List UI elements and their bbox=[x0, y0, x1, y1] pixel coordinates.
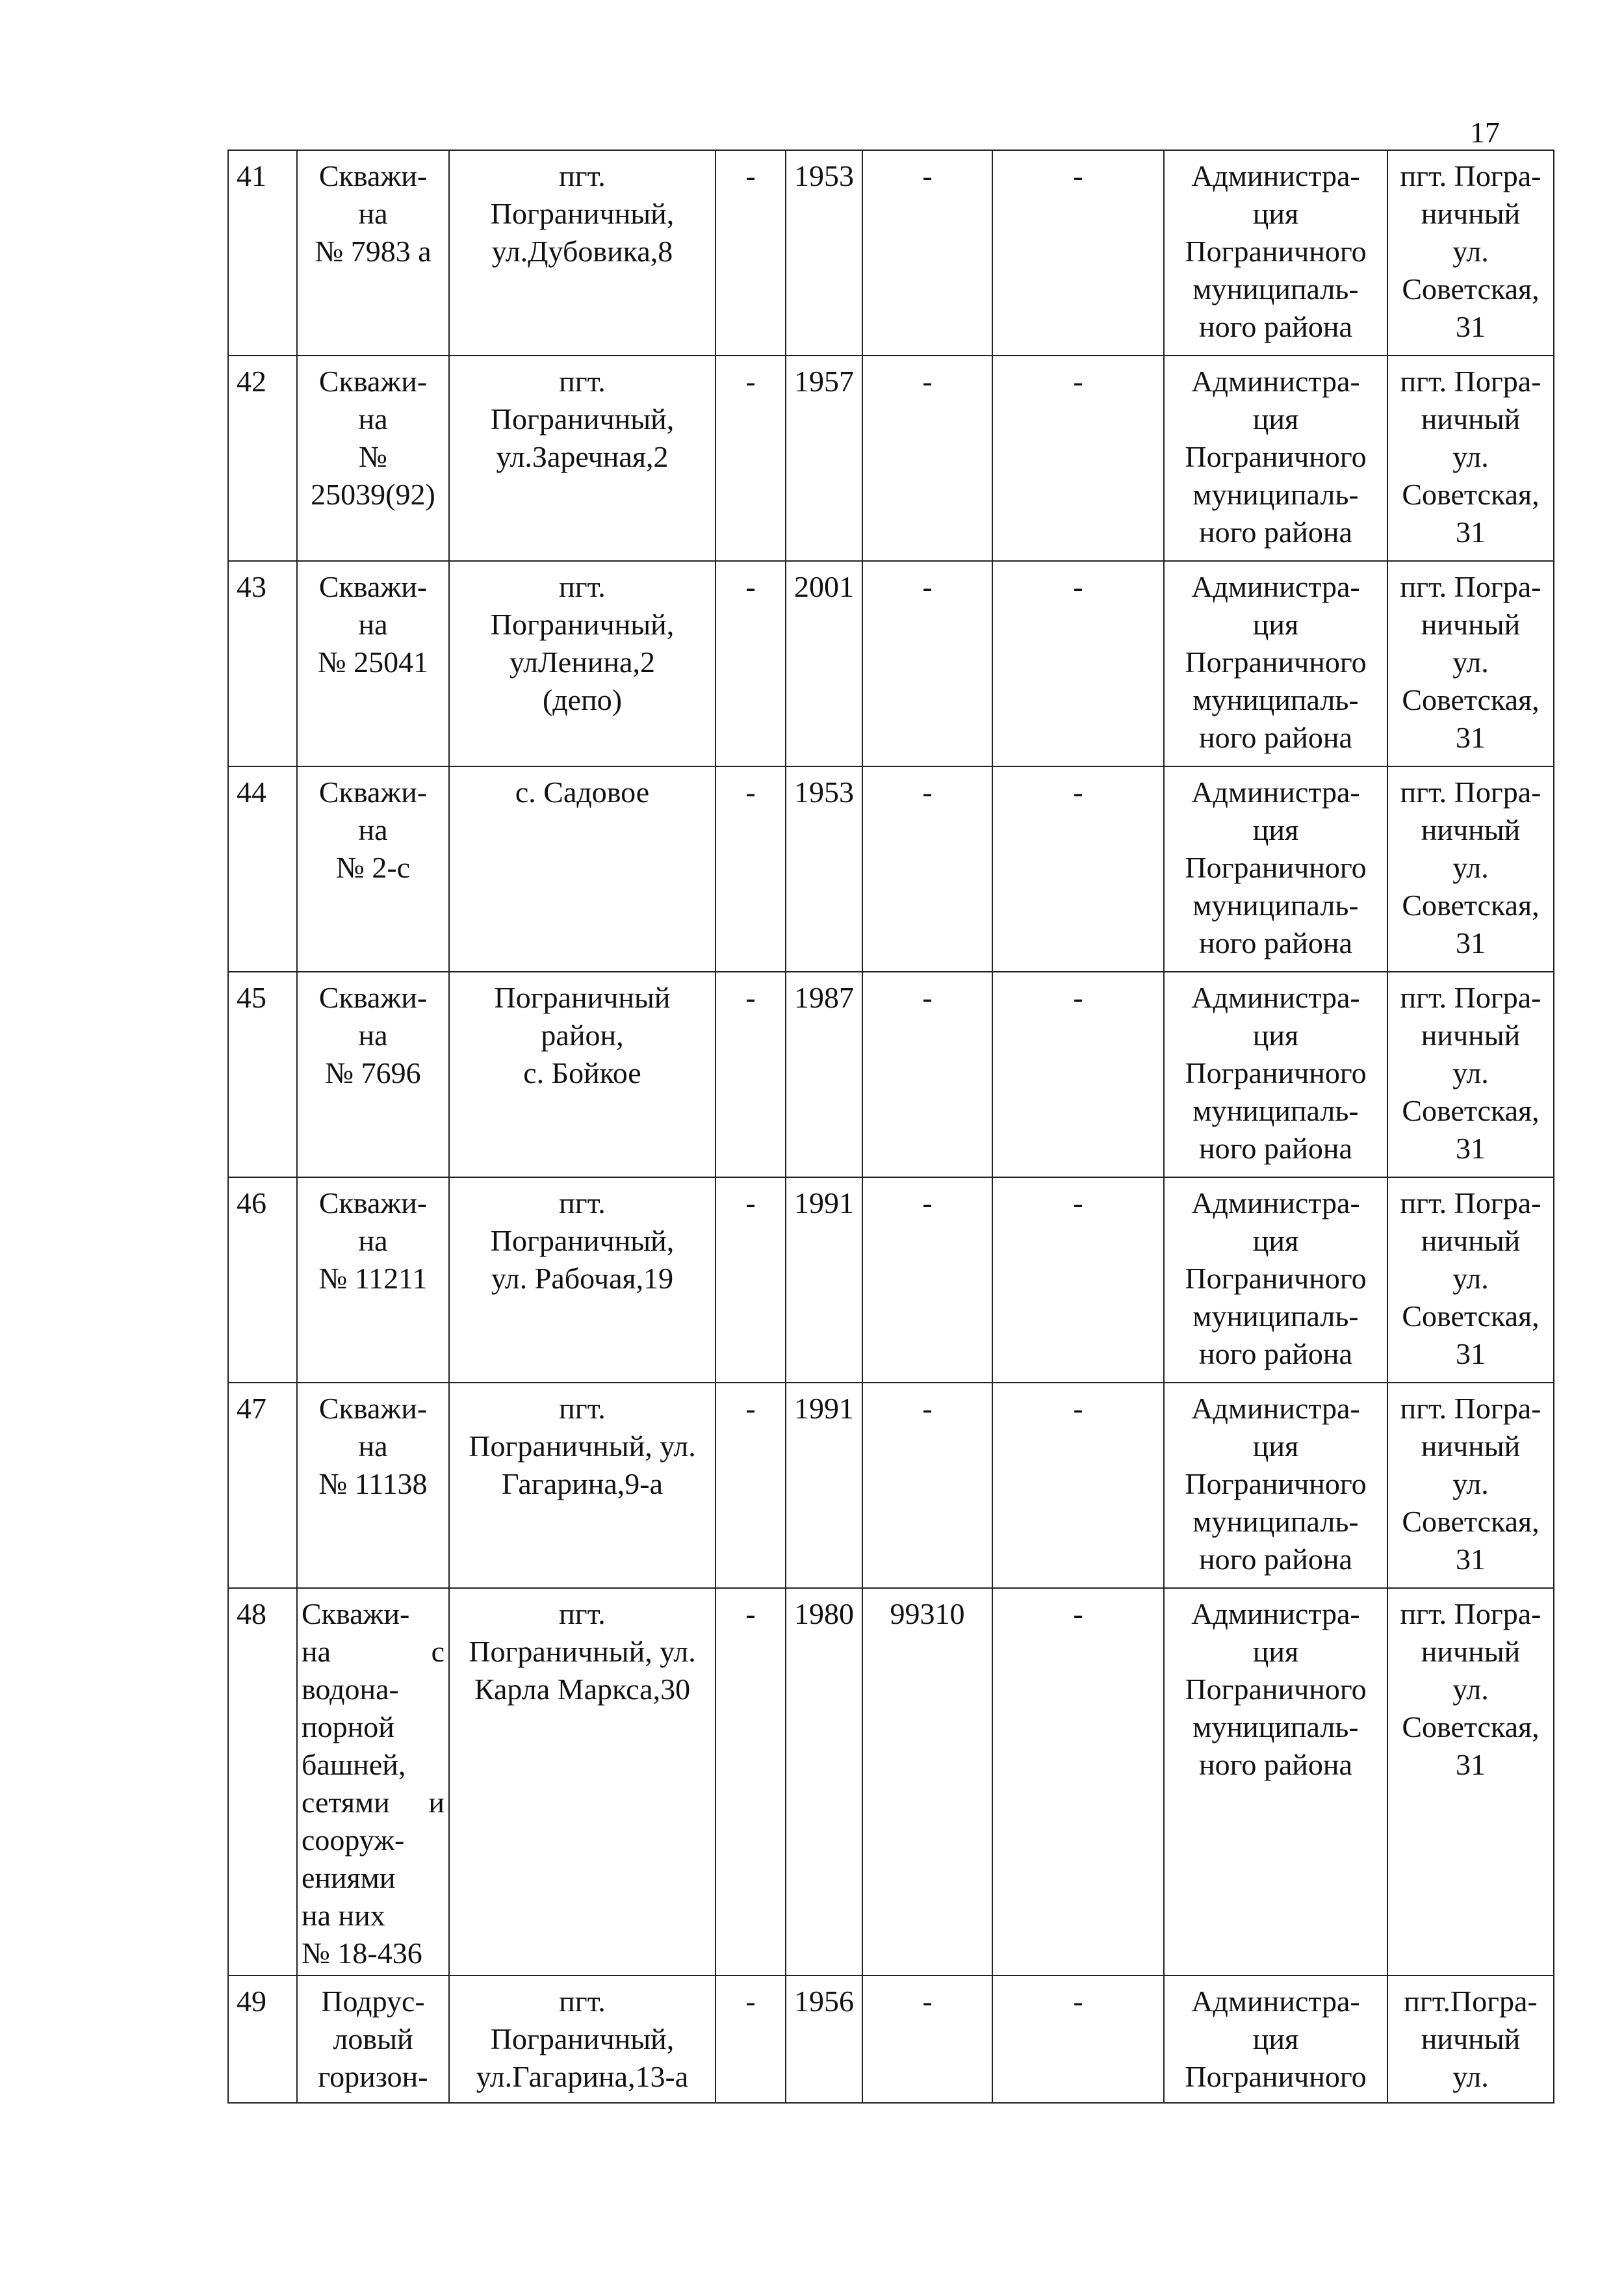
owner-cell-line: ция bbox=[1252, 1429, 1299, 1463]
object-name-cell-line: ениями bbox=[302, 1861, 396, 1894]
owner-cell-line: Пограничного bbox=[1185, 2060, 1367, 2093]
owner-cell-line: ция bbox=[1252, 402, 1299, 436]
object-name-cell bbox=[297, 561, 449, 766]
object-name-cell bbox=[297, 1383, 449, 1588]
object-name-cell bbox=[297, 766, 449, 972]
owner-cell bbox=[1164, 972, 1387, 1177]
col6-cell: 99310 bbox=[862, 1588, 992, 1975]
col7-cell: - bbox=[992, 561, 1164, 766]
owner-cell-line: Администра- bbox=[1191, 1392, 1360, 1425]
col6-cell: - bbox=[862, 150, 992, 356]
year-cell: 1956 bbox=[786, 1975, 862, 2103]
address-cell-line: с. Бойкое bbox=[523, 1056, 641, 1089]
owner-address-cell-line: ул. bbox=[1452, 851, 1489, 884]
owner-address-cell-line: 31 bbox=[1456, 1543, 1486, 1576]
owner-address-cell-line: пгт. Погра- bbox=[1400, 776, 1541, 809]
owner-address-cell-line: ничный bbox=[1421, 1224, 1521, 1257]
address-cell bbox=[449, 1588, 715, 1975]
year-cell: 2001 bbox=[786, 561, 862, 766]
object-name-cell-line: на bbox=[358, 813, 388, 846]
address-cell-line: Пограничный, bbox=[490, 608, 675, 641]
object-name-cell-line: на bbox=[358, 1224, 388, 1257]
address-cell-line: улЛенина,2 bbox=[509, 645, 655, 679]
year-cell: 1957 bbox=[786, 356, 862, 561]
owner-address-cell-line: 31 bbox=[1456, 515, 1486, 549]
owner-cell-line: ция bbox=[1252, 1224, 1299, 1257]
col7-cell: - bbox=[992, 766, 1164, 972]
row-number-cell: 48 bbox=[228, 1588, 297, 1975]
owner-address-cell-line: ул. bbox=[1452, 1056, 1489, 1089]
owner-address-cell-line: Советская, bbox=[1402, 1710, 1540, 1743]
table-row bbox=[228, 1975, 1554, 2103]
owner-cell-line: ного района bbox=[1199, 1543, 1352, 1576]
owner-address-cell-line: пгт.Погра- bbox=[1404, 1985, 1538, 2018]
owner-cell-line: муниципаль- bbox=[1192, 683, 1359, 716]
address-cell-line: ул.Дубовика,8 bbox=[491, 235, 673, 268]
owner-address-cell bbox=[1387, 1588, 1554, 1975]
object-name-cell-line: на bbox=[358, 608, 388, 641]
owner-cell-line: муниципаль- bbox=[1192, 478, 1359, 511]
address-cell-line: Пограничный, ул. bbox=[469, 1635, 696, 1668]
object-name-cell-line: № 11138 bbox=[318, 1467, 428, 1500]
table-row bbox=[228, 972, 1554, 1177]
object-name-cell-line: башней, bbox=[302, 1748, 406, 1781]
col4-cell: - bbox=[715, 1975, 786, 2103]
address-cell-line: ул.Заречная,2 bbox=[496, 440, 669, 473]
address-cell bbox=[449, 150, 715, 356]
owner-address-cell-line: ул. bbox=[1452, 1262, 1489, 1295]
address-cell bbox=[449, 1177, 715, 1383]
page-number: 17 bbox=[1470, 116, 1500, 149]
row-number-cell: 49 bbox=[228, 1975, 297, 2103]
owner-cell-line: муниципаль- bbox=[1192, 1505, 1359, 1538]
col7-cell: - bbox=[992, 356, 1164, 561]
col4-cell: - bbox=[715, 1588, 786, 1975]
object-name-cell-line: сооруж- bbox=[302, 1823, 405, 1857]
col4-cell: - bbox=[715, 972, 786, 1177]
owner-address-cell-line: ничный bbox=[1421, 402, 1521, 436]
owner-address-cell-line: Советская, bbox=[1402, 889, 1540, 922]
object-name-cell-line: № 7696 bbox=[325, 1056, 421, 1089]
address-cell-line: пгт. bbox=[559, 570, 606, 603]
address-cell-line: Карла Маркса,30 bbox=[474, 1673, 691, 1706]
object-name-cell-line: на bbox=[358, 1429, 388, 1463]
owner-address-cell-line: ул. bbox=[1452, 1467, 1489, 1500]
year-cell: 1987 bbox=[786, 972, 862, 1177]
owner-address-cell-line: ничный bbox=[1421, 1429, 1521, 1463]
object-name-cell-line: на bbox=[358, 1019, 388, 1052]
object-name-cell-line: Скважи- bbox=[318, 981, 428, 1014]
owner-address-cell-line: Советская, bbox=[1402, 683, 1540, 716]
owner-cell-line: ция bbox=[1252, 1635, 1299, 1668]
object-name-cell-line: на с bbox=[302, 1635, 445, 1668]
col6-cell: - bbox=[862, 356, 992, 561]
owner-cell-line: ция bbox=[1252, 2022, 1299, 2055]
owner-cell-line: Пограничного bbox=[1185, 851, 1367, 884]
owner-address-cell-line: ничный bbox=[1421, 1635, 1521, 1668]
owner-cell-line: ного района bbox=[1199, 1748, 1352, 1781]
address-cell bbox=[449, 766, 715, 972]
address-cell-line: пгт. bbox=[559, 1597, 606, 1630]
owner-address-cell bbox=[1387, 1177, 1554, 1383]
object-name-cell-line: на bbox=[358, 197, 388, 230]
owner-cell-line: Администра- bbox=[1191, 159, 1360, 192]
owner-cell-line: муниципаль- bbox=[1192, 1299, 1359, 1333]
owner-address-cell-line: ул. bbox=[1452, 235, 1489, 268]
owner-address-cell bbox=[1387, 561, 1554, 766]
owner-address-cell-line: ул. bbox=[1452, 440, 1489, 473]
col7-cell: - bbox=[992, 1588, 1164, 1975]
address-cell-line: (депо) bbox=[542, 683, 623, 716]
address-cell-line: Пограничный, bbox=[490, 1224, 675, 1257]
col4-cell: - bbox=[715, 1383, 786, 1588]
owner-cell bbox=[1164, 150, 1387, 356]
address-cell-line: ул.Гагарина,13-а bbox=[476, 2060, 689, 2093]
col4-cell: - bbox=[715, 766, 786, 972]
owner-address-cell-line: пгт. Погра- bbox=[1400, 1186, 1541, 1219]
owner-address-cell-line: пгт. Погра- bbox=[1400, 981, 1541, 1014]
year-cell: 1980 bbox=[786, 1588, 862, 1975]
owner-cell-line: муниципаль- bbox=[1192, 1710, 1359, 1743]
col6-cell: - bbox=[862, 1177, 992, 1383]
owner-address-cell-line: Советская, bbox=[1402, 1505, 1540, 1538]
object-name-cell-line: Скважи- bbox=[318, 1186, 428, 1219]
owner-address-cell-line: пгт. Погра- bbox=[1400, 365, 1541, 398]
owner-cell bbox=[1164, 1588, 1387, 1975]
object-name-cell-line: сетями и bbox=[302, 1786, 445, 1819]
object-name-cell-line: горизон- bbox=[318, 2060, 428, 2093]
owner-address-cell-line: ничный bbox=[1421, 1019, 1521, 1052]
owner-cell-line: ного района bbox=[1199, 310, 1352, 343]
address-cell-line: пгт. bbox=[559, 1392, 606, 1425]
owner-cell bbox=[1164, 1177, 1387, 1383]
row-number-cell: 41 bbox=[228, 150, 297, 356]
owner-cell-line: ного района bbox=[1199, 926, 1352, 959]
owner-cell-line: ция bbox=[1252, 1019, 1299, 1052]
object-name-cell-line: № bbox=[359, 440, 387, 473]
owner-address-cell-line: ул. bbox=[1452, 645, 1489, 679]
owner-cell-line: ция bbox=[1252, 813, 1299, 846]
row-number-cell: 43 bbox=[228, 561, 297, 766]
object-name-cell-line: Подрус- bbox=[321, 1985, 425, 2018]
owner-address-cell-line: Советская, bbox=[1402, 1094, 1540, 1127]
address-cell-line: пгт. bbox=[559, 1186, 606, 1219]
col6-cell: - bbox=[862, 1975, 992, 2103]
table-row bbox=[228, 561, 1554, 766]
owner-cell-line: Пограничного bbox=[1185, 1467, 1367, 1500]
address-cell bbox=[449, 972, 715, 1177]
owner-cell-line: муниципаль- bbox=[1192, 272, 1359, 306]
object-name-cell-line: Скважи- bbox=[318, 365, 428, 398]
address-cell-line: Пограничный, ул. bbox=[469, 1429, 696, 1463]
col6-cell: - bbox=[862, 1383, 992, 1588]
owner-cell bbox=[1164, 356, 1387, 561]
object-name-cell-line: порной bbox=[302, 1710, 394, 1743]
object-name-cell-line: на них bbox=[302, 1899, 385, 1932]
owner-cell-line: ного района bbox=[1199, 1132, 1352, 1165]
address-cell-line: Гагарина,9-а bbox=[501, 1467, 664, 1500]
owner-address-cell-line: Советская, bbox=[1402, 272, 1540, 306]
owner-cell-line: Администра- bbox=[1191, 1597, 1360, 1630]
object-name-cell bbox=[297, 1975, 449, 2103]
address-cell bbox=[449, 561, 715, 766]
owner-address-cell-line: ничный bbox=[1421, 197, 1521, 230]
col4-cell: - bbox=[715, 356, 786, 561]
row-number-cell: 46 bbox=[228, 1177, 297, 1383]
owner-address-cell-line: ул. bbox=[1452, 2060, 1489, 2093]
object-name-cell-line: № 2-с bbox=[335, 851, 411, 884]
owner-cell bbox=[1164, 766, 1387, 972]
owner-cell-line: Администра- bbox=[1191, 1186, 1360, 1219]
owner-address-cell bbox=[1387, 356, 1554, 561]
owner-cell-line: муниципаль- bbox=[1192, 1094, 1359, 1127]
owner-cell-line: Администра- bbox=[1191, 1985, 1360, 2018]
owner-cell-line: Администра- bbox=[1191, 365, 1360, 398]
owner-cell-line: ция bbox=[1252, 608, 1299, 641]
object-name-cell-line: Скважи- bbox=[318, 1392, 428, 1425]
object-name-cell-line: Скважи- bbox=[318, 776, 428, 809]
object-name-cell-line: Скважи- bbox=[318, 159, 428, 192]
table-body bbox=[228, 150, 1554, 2103]
owner-cell bbox=[1164, 561, 1387, 766]
year-cell: 1953 bbox=[786, 766, 862, 972]
owner-address-cell-line: 31 bbox=[1456, 1132, 1486, 1165]
address-cell-line: Пограничный, bbox=[490, 197, 675, 230]
owner-address-cell-line: пгт. Погра- bbox=[1400, 570, 1541, 603]
year-cell: 1991 bbox=[786, 1383, 862, 1588]
object-name-cell bbox=[297, 972, 449, 1177]
address-cell bbox=[449, 1383, 715, 1588]
owner-address-cell bbox=[1387, 1383, 1554, 1588]
owner-address-cell-line: пгт. Погра- bbox=[1400, 159, 1541, 192]
object-name-cell-line: ловый bbox=[333, 2022, 413, 2055]
owner-cell-line: Пограничного bbox=[1185, 1673, 1367, 1706]
col4-cell: - bbox=[715, 561, 786, 766]
owner-address-cell bbox=[1387, 766, 1554, 972]
owner-cell-line: ного района bbox=[1199, 515, 1352, 549]
address-cell-line: пгт. bbox=[559, 365, 606, 398]
address-cell-line: Пограничный bbox=[494, 981, 671, 1014]
object-name-cell-line: 25039(92) bbox=[311, 478, 435, 511]
owner-cell-line: Пограничного bbox=[1185, 645, 1367, 679]
owner-address-cell-line: пгт. Погра- bbox=[1400, 1392, 1541, 1425]
owner-address-cell-line: ничный bbox=[1421, 2022, 1521, 2055]
object-name-cell-line: на bbox=[358, 402, 388, 436]
owner-address-cell-line: ничный bbox=[1421, 608, 1521, 641]
row-number-cell: 42 bbox=[228, 356, 297, 561]
col6-cell: - bbox=[862, 972, 992, 1177]
address-cell-line: пгт. bbox=[559, 1985, 606, 2018]
owner-address-cell bbox=[1387, 150, 1554, 356]
col7-cell: - bbox=[992, 1177, 1164, 1383]
table-row bbox=[228, 150, 1554, 356]
owner-cell bbox=[1164, 1383, 1387, 1588]
owner-cell bbox=[1164, 1975, 1387, 2103]
object-name-cell-line: № 25041 bbox=[317, 645, 429, 679]
address-cell-line: Пограничный, bbox=[490, 2022, 675, 2055]
object-name-cell bbox=[297, 1588, 449, 1975]
owner-address-cell-line: Советская, bbox=[1402, 1299, 1540, 1333]
owner-address-cell-line: ничный bbox=[1421, 813, 1521, 846]
row-number-cell: 44 bbox=[228, 766, 297, 972]
owner-address-cell bbox=[1387, 972, 1554, 1177]
owner-address-cell-line: 31 bbox=[1456, 926, 1486, 959]
object-name-cell bbox=[297, 150, 449, 356]
owner-address-cell bbox=[1387, 1975, 1554, 2103]
owner-address-cell-line: Советская, bbox=[1402, 478, 1540, 511]
owner-cell-line: Пограничного bbox=[1185, 235, 1367, 268]
col7-cell: - bbox=[992, 150, 1164, 356]
col4-cell: - bbox=[715, 1177, 786, 1383]
col7-cell: - bbox=[992, 1975, 1164, 2103]
address-cell-line: с. Садовое bbox=[515, 776, 650, 809]
object-name-cell-line: водона- bbox=[302, 1673, 399, 1706]
address-cell-line: район, bbox=[541, 1019, 624, 1052]
col7-cell: - bbox=[992, 1383, 1164, 1588]
address-cell-line: Пограничный, bbox=[490, 402, 675, 436]
table-row bbox=[228, 766, 1554, 972]
owner-cell-line: муниципаль- bbox=[1192, 889, 1359, 922]
object-name-cell-line: Скважи- bbox=[302, 1597, 410, 1630]
year-cell: 1953 bbox=[786, 150, 862, 356]
row-number-cell: 45 bbox=[228, 972, 297, 1177]
table-row bbox=[228, 1177, 1554, 1383]
registry-table bbox=[227, 150, 1554, 2104]
owner-address-cell-line: 31 bbox=[1456, 1748, 1486, 1781]
owner-cell-line: ного района bbox=[1199, 1337, 1352, 1370]
col6-cell: - bbox=[862, 766, 992, 972]
owner-address-cell-line: ул. bbox=[1452, 1673, 1489, 1706]
address-cell-line: пгт. bbox=[559, 159, 606, 192]
owner-cell-line: Администра- bbox=[1191, 776, 1360, 809]
table-row bbox=[228, 356, 1554, 561]
owner-address-cell-line: 31 bbox=[1456, 310, 1486, 343]
address-cell-line: ул. Рабочая,19 bbox=[491, 1262, 674, 1295]
owner-cell-line: Пограничного bbox=[1185, 1056, 1367, 1089]
object-name-cell-line: № 7983 а bbox=[315, 235, 432, 268]
address-cell bbox=[449, 356, 715, 561]
owner-cell-line: Администра- bbox=[1191, 981, 1360, 1014]
owner-cell-line: ного района bbox=[1199, 721, 1352, 754]
object-name-cell bbox=[297, 1177, 449, 1383]
col4-cell: - bbox=[715, 150, 786, 356]
col7-cell: - bbox=[992, 972, 1164, 1177]
owner-address-cell-line: пгт. Погра- bbox=[1400, 1597, 1541, 1630]
address-cell bbox=[449, 1975, 715, 2103]
owner-address-cell-line: 31 bbox=[1456, 1337, 1486, 1370]
object-name-cell bbox=[297, 356, 449, 561]
year-cell: 1991 bbox=[786, 1177, 862, 1383]
object-name-cell-line: № 18-436 bbox=[302, 1936, 422, 1970]
object-name-cell-line: № 11211 bbox=[318, 1262, 428, 1295]
owner-cell-line: ция bbox=[1252, 197, 1299, 230]
table-row bbox=[228, 1588, 1554, 1975]
table-row bbox=[228, 1383, 1554, 1588]
col6-cell: - bbox=[862, 561, 992, 766]
owner-address-cell-line: 31 bbox=[1456, 721, 1486, 754]
owner-cell-line: Администра- bbox=[1191, 570, 1360, 603]
object-name-cell-line: Скважи- bbox=[318, 570, 428, 603]
owner-cell-line: Пограничного bbox=[1185, 1262, 1367, 1295]
owner-cell-line: Пограничного bbox=[1185, 440, 1367, 473]
row-number-cell: 47 bbox=[228, 1383, 297, 1588]
